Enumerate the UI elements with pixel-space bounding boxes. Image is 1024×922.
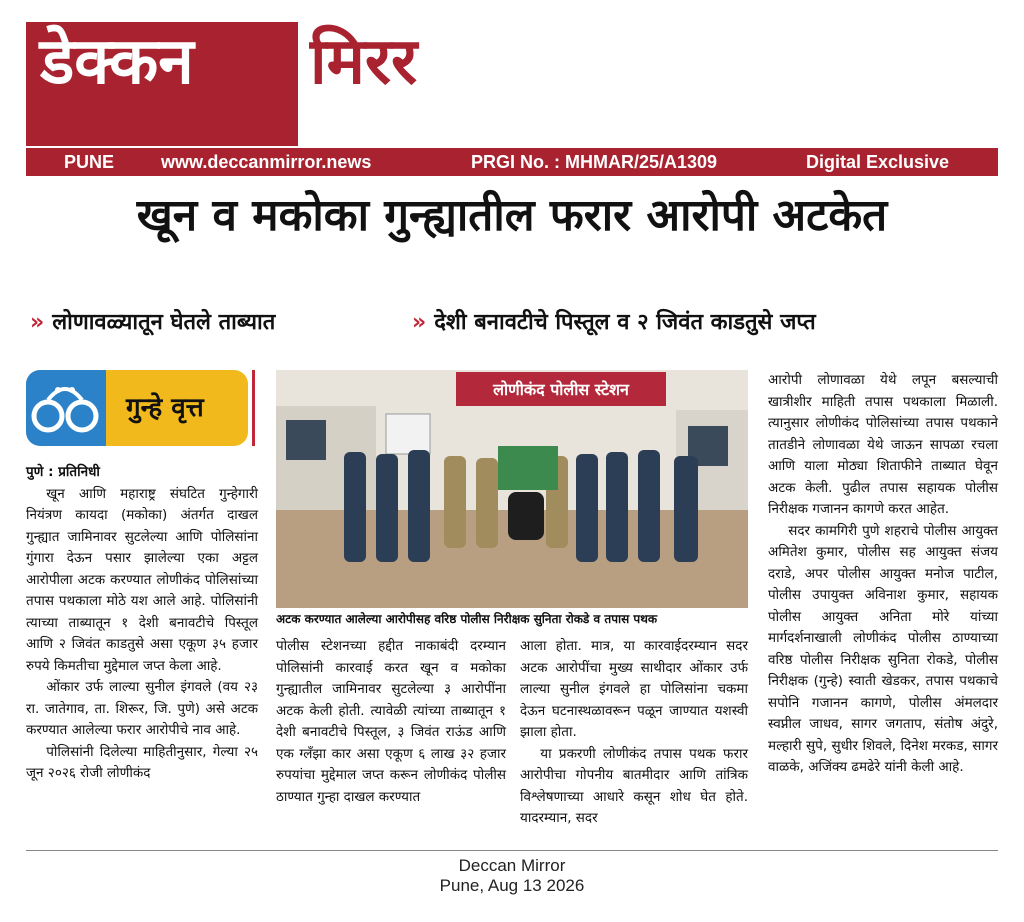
footer-publication: Deccan Mirror [458, 856, 566, 875]
footer-divider [26, 850, 998, 851]
section-label: गुन्हे वृत्त [126, 393, 204, 423]
article-column-1 [26, 462, 258, 785]
subhead-2: » देशी बनावटीचे पिस्तूल व २ जिवंत काडतुसे जप्त [412, 310, 816, 335]
chevron-right-icon: » [412, 310, 427, 335]
subhead-1: » लोणावळ्यातून घेतले ताब्यात [30, 310, 276, 335]
paragraph: सदर कामगिरी पुणे शहराचे पोलीस आयुक्त अमितेश कुमार, पोलीस सह आयुक्त संजय दराडे, अपर पोलीस आयुक्त मनोज पाटील, पोलीस उपायुक्त अविनाश कुमार, सहायक पोलीस आयुक्त अनिता मोरे यांच्या मार्गदर्शनाखाली लोणीकंद पोलीस ठाण्याच्या वरिष्ठ पोलीस निरीक्षक सुनिता रोकडे, पोलीस निरीक्षक (गुन्हे) स्वाती खेडकर, तपास पथकाचे सपोनि गजानन कागणे, पोलीस अंमलदार स्वप्नील जाधव, सागर जगताप, संतोष अंदुरे, मल्हारी सुपे, सुधीर शिवले, दिनेश मरकड, सागर वाळके, अजिंक्य ढमढेरे यांनी केली आहे. [768, 522, 998, 775]
article-photo [276, 370, 748, 608]
badge-accent [252, 370, 255, 446]
website-link[interactable]: www.deccanmirror.news [161, 152, 372, 172]
paragraph: आरोपी लोणावळा येथे लपून बसल्याची खात्रीशीर माहिती तपास पथकाला मिळाली. त्यानुसार लोणीकंद पोलिसांच्या तपास पथकाने तातडीने लोणावळा येथे जाऊन सापळा रचला आणि याला मोठ्या शिताफीने ताब्यात घेवून अटक केली. पुढील तपास सहायक पोलीस निरीक्षक गजानन कागणे करत आहेत. [768, 372, 998, 517]
byline: पुणे : प्रतिनिधी [26, 464, 100, 480]
section-badge [26, 370, 254, 446]
info-bar [26, 148, 998, 176]
masthead-title-left: डेक्कन [40, 25, 194, 99]
paragraph: ओंकार उर्फ लाल्या सुनील इंगवले (वय २३ रा. जातेगाव, ता. शिरूर, जि. पुणे) असे अटक करण्यात आलेल्या फरार आरोपीचे नाव आहे. [26, 679, 258, 738]
station-banner: लोणीकंद पोलीस स्टेशन [493, 380, 629, 399]
chevron-right-icon: » [30, 310, 45, 335]
paragraph: या प्रकरणी लोणीकंद तपास पथक फरार आरोपीचा गोपनीय बातमीदार आणि तांत्रिक विश्लेषणाच्या आधारे कसून शोध घेत होते. यादरम्यान, सदर [520, 745, 748, 826]
handcuffs-icon [26, 370, 106, 446]
article-column-2 [276, 636, 506, 808]
paragraph: खून आणि महाराष्ट्र संघटित गुन्हेगारी नियंत्रण कायदा (मकोका) अंतर्गत दाखल गुन्ह्यात जामिनावर सुटलेल्या आणि पोलिसांना गुंगारा देऊन पसार झालेल्या एका अट्टल आरोपीला अटक करण्यात लोणीकंद पोलिसांच्या तपास पथकाला मोठे यश आले आहे. पोलिसांनी त्याच्या ताब्यातून १ देशी बनावटीचे पिस्तूल आणि २ जिवंत काडतुसे असा एकूण ३५ हजार रुपये किमतीचा मुद्देमाल जप्त केला आहे. [26, 485, 258, 674]
footer-place-date: Pune, Aug 13 2026 [439, 876, 585, 895]
photo-caption: अटक करण्यात आलेल्या आरोपीसह वरिष्ठ पोलीस निरीक्षक सुनिता रोकडे व तपास पथक [276, 612, 658, 626]
paragraph: पोलिसांनी दिलेल्या माहितीनुसार, गेल्या २५ जून २०२६ रोजी लोणीकंद [26, 743, 258, 781]
article-column-4 [768, 370, 998, 779]
city-label: PUNE [64, 152, 115, 172]
badge-label-area [106, 370, 248, 446]
edition-label: Digital Exclusive [806, 152, 950, 172]
prgi-number: PRGI No. : MHMAR/25/A1309 [471, 152, 718, 172]
paragraph: पोलीस स्टेशनच्या हद्दीत नाकाबंदी दरम्यान पोलिसांनी कारवाई करत खून व मकोका गुन्ह्यातील जामिनावर सुटलेल्या ३ आरोपींना अटक केली होती. त्यावेळी त्यांच्या ताब्यातून १ देशी बनावटीचे पिस्तूल, ३ जिवंत राऊंड आणि एक ग्लॅंझा कार असा एकूण ६ लाख ३२ हजार रुपयांचा मुद्देमाल जप्त करून लोणीकंद पोलीस ठाण्यात गुन्हा दाखल करण्यात [276, 638, 506, 805]
paragraph: आला होता. मात्र, या कारवाईदरम्यान सदर अटक आरोपींचा मुख्य साथीदार ओंकार उर्फ लाल्या सुनील इंगवले हा पोलिसांना चकमा देऊन घटनास्थळावरून पळून जाण्यात यशस्वी झाला होता. [520, 638, 748, 740]
masthead-title-right: मिरर [310, 25, 418, 99]
article-column-3 [520, 636, 748, 830]
headline: खून व मकोका गुन्ह्यातील फरार आरोपी अटकेत [136, 190, 888, 241]
